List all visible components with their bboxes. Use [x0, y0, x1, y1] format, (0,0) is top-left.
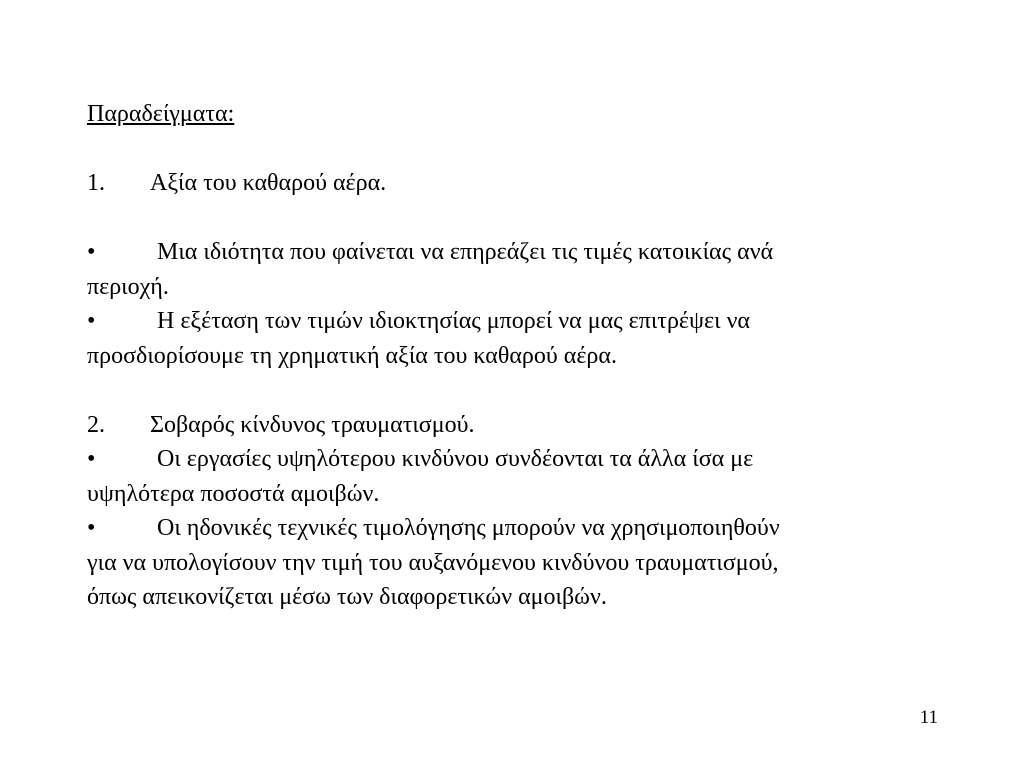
spacer — [87, 373, 937, 408]
example-number: 1. — [87, 170, 105, 196]
bullet-item — [87, 511, 937, 546]
example-title — [87, 408, 937, 443]
bullet-continuation: προσδιορίσουμε τη χρηματική αξία του καθαρού αέρα. — [87, 342, 617, 369]
bullet-item — [87, 235, 937, 270]
slide-content — [87, 97, 937, 615]
page-number: 11 — [919, 707, 938, 728]
example-title-text: Σοβαρός κίνδυνος τραυματισμού. — [150, 411, 475, 438]
spacer — [87, 201, 937, 236]
bullet-line: Μια ιδιότητα που φαίνεται να επηρεάζει τις τιμές κατοικίας ανά — [157, 239, 774, 265]
example-title — [87, 166, 937, 201]
bullet-continuation: για να υπολογίσουν την τιμή του αυξανόμενου κινδύνου τραυματισμού, — [87, 549, 779, 576]
bullet-continuation: περιοχή. — [87, 273, 169, 300]
bullet-continuation: όπως απεικονίζεται μέσω των διαφορετικών αμοιβών. — [87, 584, 607, 610]
bullet-continuation: υψηλότερα ποσοστά αμοιβών. — [87, 480, 380, 507]
bullet-line: Οι εργασίες υψηλότερου κινδύνου συνδέονται τα άλλα ίσα με — [157, 446, 754, 472]
slide-heading: Παραδείγματα: — [87, 101, 235, 127]
bullet-line: Οι ηδονικές τεχνικές τιμολόγησης μπορούν να χρησιμοποιηθούν — [157, 515, 780, 541]
bullet-line: Η εξέταση των τιμών ιδιοκτησίας μπορεί να μας επιτρέψει να — [157, 308, 750, 334]
bullet-icon: • — [87, 239, 96, 265]
bullet-icon: • — [87, 515, 96, 541]
example-title-text: Αξία του καθαρού αέρα. — [150, 170, 387, 196]
example-number: 2. — [87, 411, 105, 438]
spacer — [87, 132, 937, 167]
bullet-item — [87, 304, 937, 339]
bullet-item — [87, 442, 937, 477]
bullet-icon: • — [87, 446, 96, 472]
bullet-icon: • — [87, 308, 96, 334]
